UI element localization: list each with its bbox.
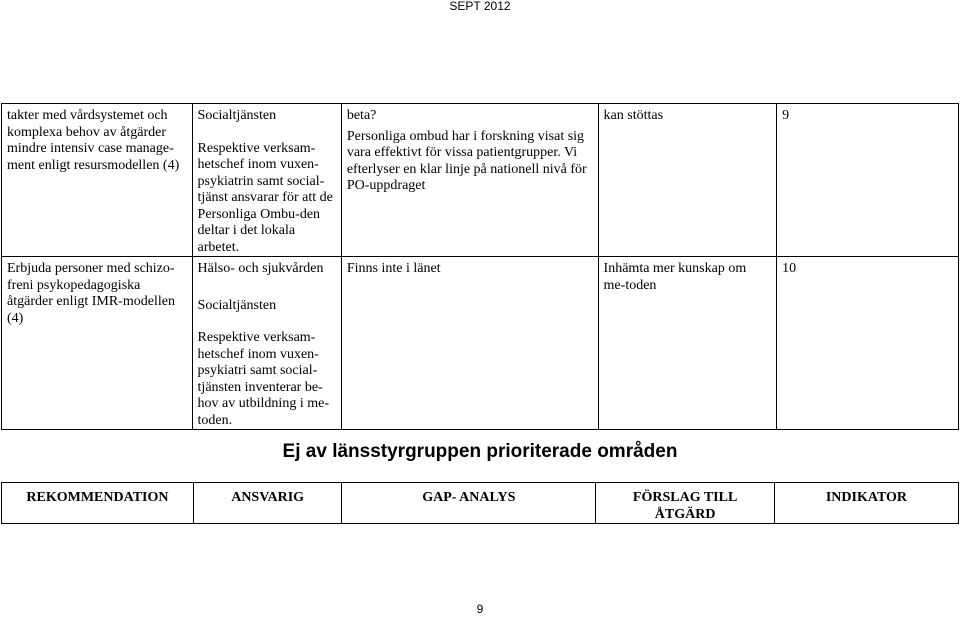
indicator-cell	[777, 257, 959, 430]
recommendation-cell	[2, 104, 193, 257]
column-header-responsible: ANSVARIG	[193, 483, 342, 524]
table-row	[2, 257, 959, 430]
column-header-table	[1, 482, 959, 524]
proposal-cell	[598, 104, 777, 257]
gap-analysis-cell	[341, 257, 598, 430]
recommendation-text: takter med vårdsystemet och komplexa behov av åtgärder mindre intensiv case manage-ment enligt resursmodellen (4)	[7, 108, 180, 173]
gap-analysis-cell	[341, 104, 598, 257]
column-header-recommendation: REKOMMENDATION	[2, 483, 194, 524]
recommendation-text: Erbjuda personer med schizo-freni psykopedagogiska åtgärder enligt IMR-modellen (4)	[7, 261, 175, 326]
proposal-text: kan stöttas	[603, 108, 664, 123]
table-row	[2, 104, 959, 257]
indicator-cell	[777, 104, 959, 257]
proposal-cell	[598, 257, 777, 430]
indicator-text: 10	[782, 261, 797, 276]
column-header-indicator: INDIKATOR	[774, 483, 958, 524]
column-header-gap-analysis: GAP- ANALYS	[342, 483, 596, 524]
gap-analysis-text: Finns inte i länet	[346, 261, 441, 276]
header-row	[2, 483, 959, 524]
gap-analysis-text: beta?	[346, 108, 377, 123]
responsible-cell	[192, 104, 341, 257]
page-header: SEPT 2012	[449, 0, 511, 13]
indicator-text: 9	[782, 108, 790, 123]
responsible-cell	[192, 257, 341, 430]
responsible-text: Respektive verksam-hetschef inom vuxen-psykiatri samt social-tjänsten inventerar be-hov av utbildning i me-toden.	[197, 330, 329, 428]
page-number: 9	[476, 602, 484, 616]
responsible-text: Socialtjänsten	[197, 297, 277, 313]
column-header-proposal: FÖRSLAG TILL ÅTGÄRD	[596, 483, 775, 524]
recommendations-table	[1, 103, 959, 430]
responsible-text: Respektive verksam-hetschef inom vuxen-psykiatrin samt social-tjänst ansvarar för att de Personliga Ombu-den deltar i det lokala arbetet.	[197, 140, 333, 255]
responsible-text: Socialtjänsten	[197, 108, 277, 123]
proposal-text: Inhämta mer kunskap om me-toden	[603, 261, 747, 293]
recommendation-cell	[2, 257, 193, 430]
gap-analysis-text: Personliga ombud har i forskning visat sig vara effektivt för vissa patientgrupper. Vi efterlyser en klar linje på nationell nivå för PO-uppdraget	[346, 128, 587, 193]
responsible-text: Hälso- och sjukvården	[197, 261, 324, 276]
section-title: Ej av länsstyrgruppen prioriterade områden	[282, 441, 678, 462]
